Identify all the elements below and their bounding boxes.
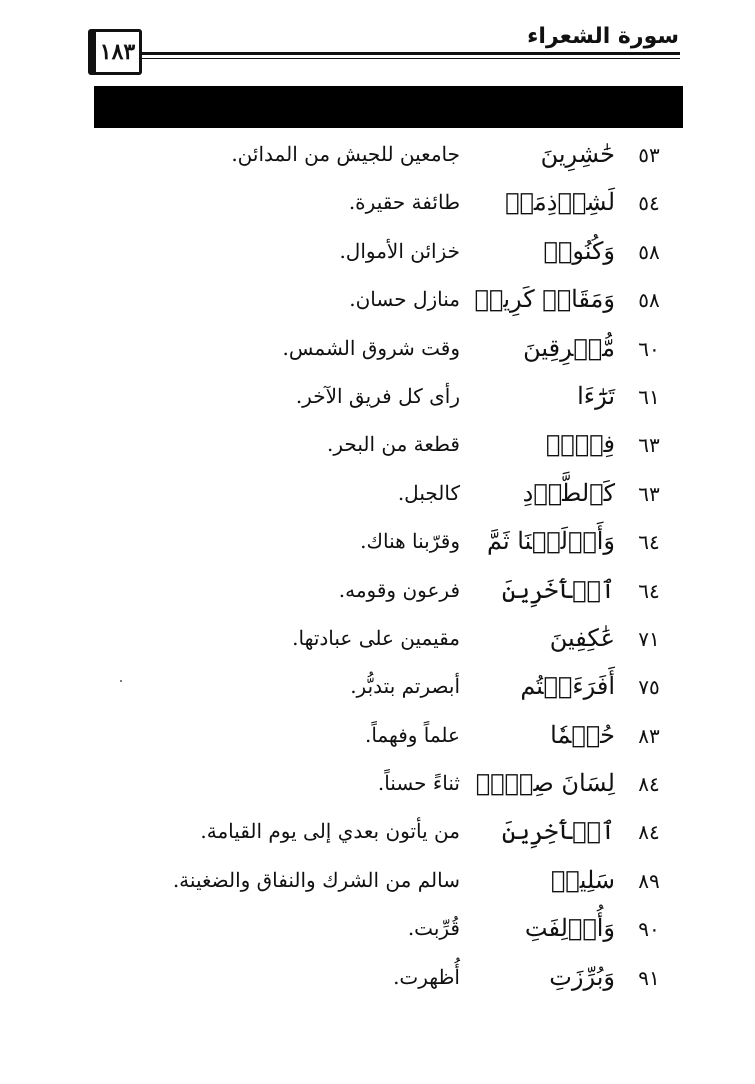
verse-number: ٦٠ [638, 336, 660, 361]
glossary-row [0, 519, 755, 567]
glossary-row [0, 568, 755, 616]
quran-word: وَأُزۡلِفَتِ [524, 914, 615, 943]
quran-word: وَبُرِّزَتِ [549, 962, 615, 991]
header-rule-thick [140, 52, 680, 55]
glossary-row [0, 422, 755, 470]
header-rule-thin [140, 58, 680, 59]
word-meaning: علماً وفهماً. [364, 722, 460, 747]
surah-title: سورة الشعراء [527, 24, 679, 49]
word-meaning: وقت شروق الشمس. [282, 335, 460, 360]
glossary-row [0, 374, 755, 422]
glossary-row [0, 132, 755, 180]
verse-number: ٥٨ [638, 239, 660, 264]
glossary-row [0, 809, 755, 857]
word-meaning: أبصرتم بتدبُّر. [350, 674, 460, 699]
word-meaning: من يأتون بعدي إلى يوم القيامة. [200, 819, 460, 844]
glossary-row [0, 664, 755, 712]
glossary-row [0, 180, 755, 228]
verse-number: ٥٨ [638, 288, 660, 313]
black-banner [94, 86, 683, 128]
verse-number: ٦٣ [638, 433, 660, 458]
quran-word: سَلِيمٖ [550, 865, 615, 894]
word-meaning: خزائن الأموال. [339, 238, 460, 263]
quran-word: وَكُنُوزٖ [543, 236, 615, 265]
verse-number: ٦٤ [638, 578, 660, 603]
quran-word: لِسَانَ صِدۡقٖ [475, 769, 615, 798]
page-number-box [88, 29, 142, 75]
word-meaning: طائفة حقيرة. [348, 190, 460, 215]
quran-word: كَٱلطَّوۡدِ [522, 478, 615, 507]
verse-number: ٥٣ [638, 143, 660, 167]
word-meaning: ثناءً حسناً. [377, 771, 460, 796]
glossary-row [0, 906, 755, 954]
verse-number: ٨٤ [638, 820, 660, 845]
glossary-row [0, 277, 755, 325]
verse-number: ٨٤ [638, 772, 660, 797]
page-number: ١٨٣ [99, 39, 136, 65]
glossary-row [0, 858, 755, 906]
quran-word: مُّشۡرِقِينَ [523, 333, 615, 362]
quran-word: ٱلۡأٓخِرِينَ [501, 817, 615, 846]
glossary-row [0, 713, 755, 761]
quran-word: عَٰكِفِينَ [549, 623, 615, 652]
quran-word: وَأَزۡلَفۡنَا ثَمَّ [486, 527, 615, 556]
quran-word: أَفَرَءَيۡتُم [520, 672, 615, 701]
quran-word: فِرۡقٖ [545, 430, 615, 459]
word-meaning: أُظهرت. [393, 964, 460, 989]
word-meaning: جامعين للجيش من المدائن. [231, 142, 460, 166]
quran-word: حُكۡمٗا [550, 720, 615, 749]
quran-word: ٱلۡأٓخَرِينَ [501, 575, 615, 604]
verse-number: ٨٣ [638, 723, 660, 748]
quran-word: لَشِرۡذِمَةٞ [505, 188, 615, 217]
verse-number: ٨٩ [638, 868, 660, 893]
glossary-row [0, 471, 755, 519]
scan-speck [120, 680, 122, 682]
glossary-row [0, 761, 755, 809]
verse-number: ٩٠ [638, 917, 660, 942]
word-meaning: قطعة من البحر. [327, 432, 460, 457]
word-meaning: وقرّبنا هناك. [360, 529, 460, 554]
word-meaning: سالم من الشرك والنفاق والضغينة. [172, 867, 460, 892]
word-meaning: كالجبل. [397, 480, 460, 505]
word-meaning: قُرِّبت. [407, 916, 460, 941]
word-meaning: رأى كل فريق الآخر. [295, 383, 460, 408]
verse-number: ٥٤ [638, 191, 660, 216]
glossary-row [0, 616, 755, 664]
verse-number: ٦١ [638, 384, 660, 409]
verse-number: ٩١ [638, 965, 660, 990]
word-meaning: مقيمين على عبادتها. [292, 625, 460, 650]
word-meaning: منازل حسان. [349, 287, 460, 312]
glossary-row [0, 229, 755, 277]
word-meaning: فرعون وقومه. [338, 577, 460, 602]
quran-word: وَمَقَامٖ كَرِيمٖ [474, 285, 615, 314]
verse-number: ٦٣ [638, 481, 660, 506]
quran-word: تَرَٰٓءَا [577, 381, 615, 410]
verse-number: ٧١ [638, 626, 660, 651]
quran-word: حَٰشِرِينَ [540, 140, 615, 168]
glossary-row [0, 955, 755, 1003]
verse-number: ٧٥ [638, 675, 660, 700]
glossary-list [0, 132, 755, 1003]
glossary-row [0, 326, 755, 374]
verse-number: ٦٤ [638, 530, 660, 555]
